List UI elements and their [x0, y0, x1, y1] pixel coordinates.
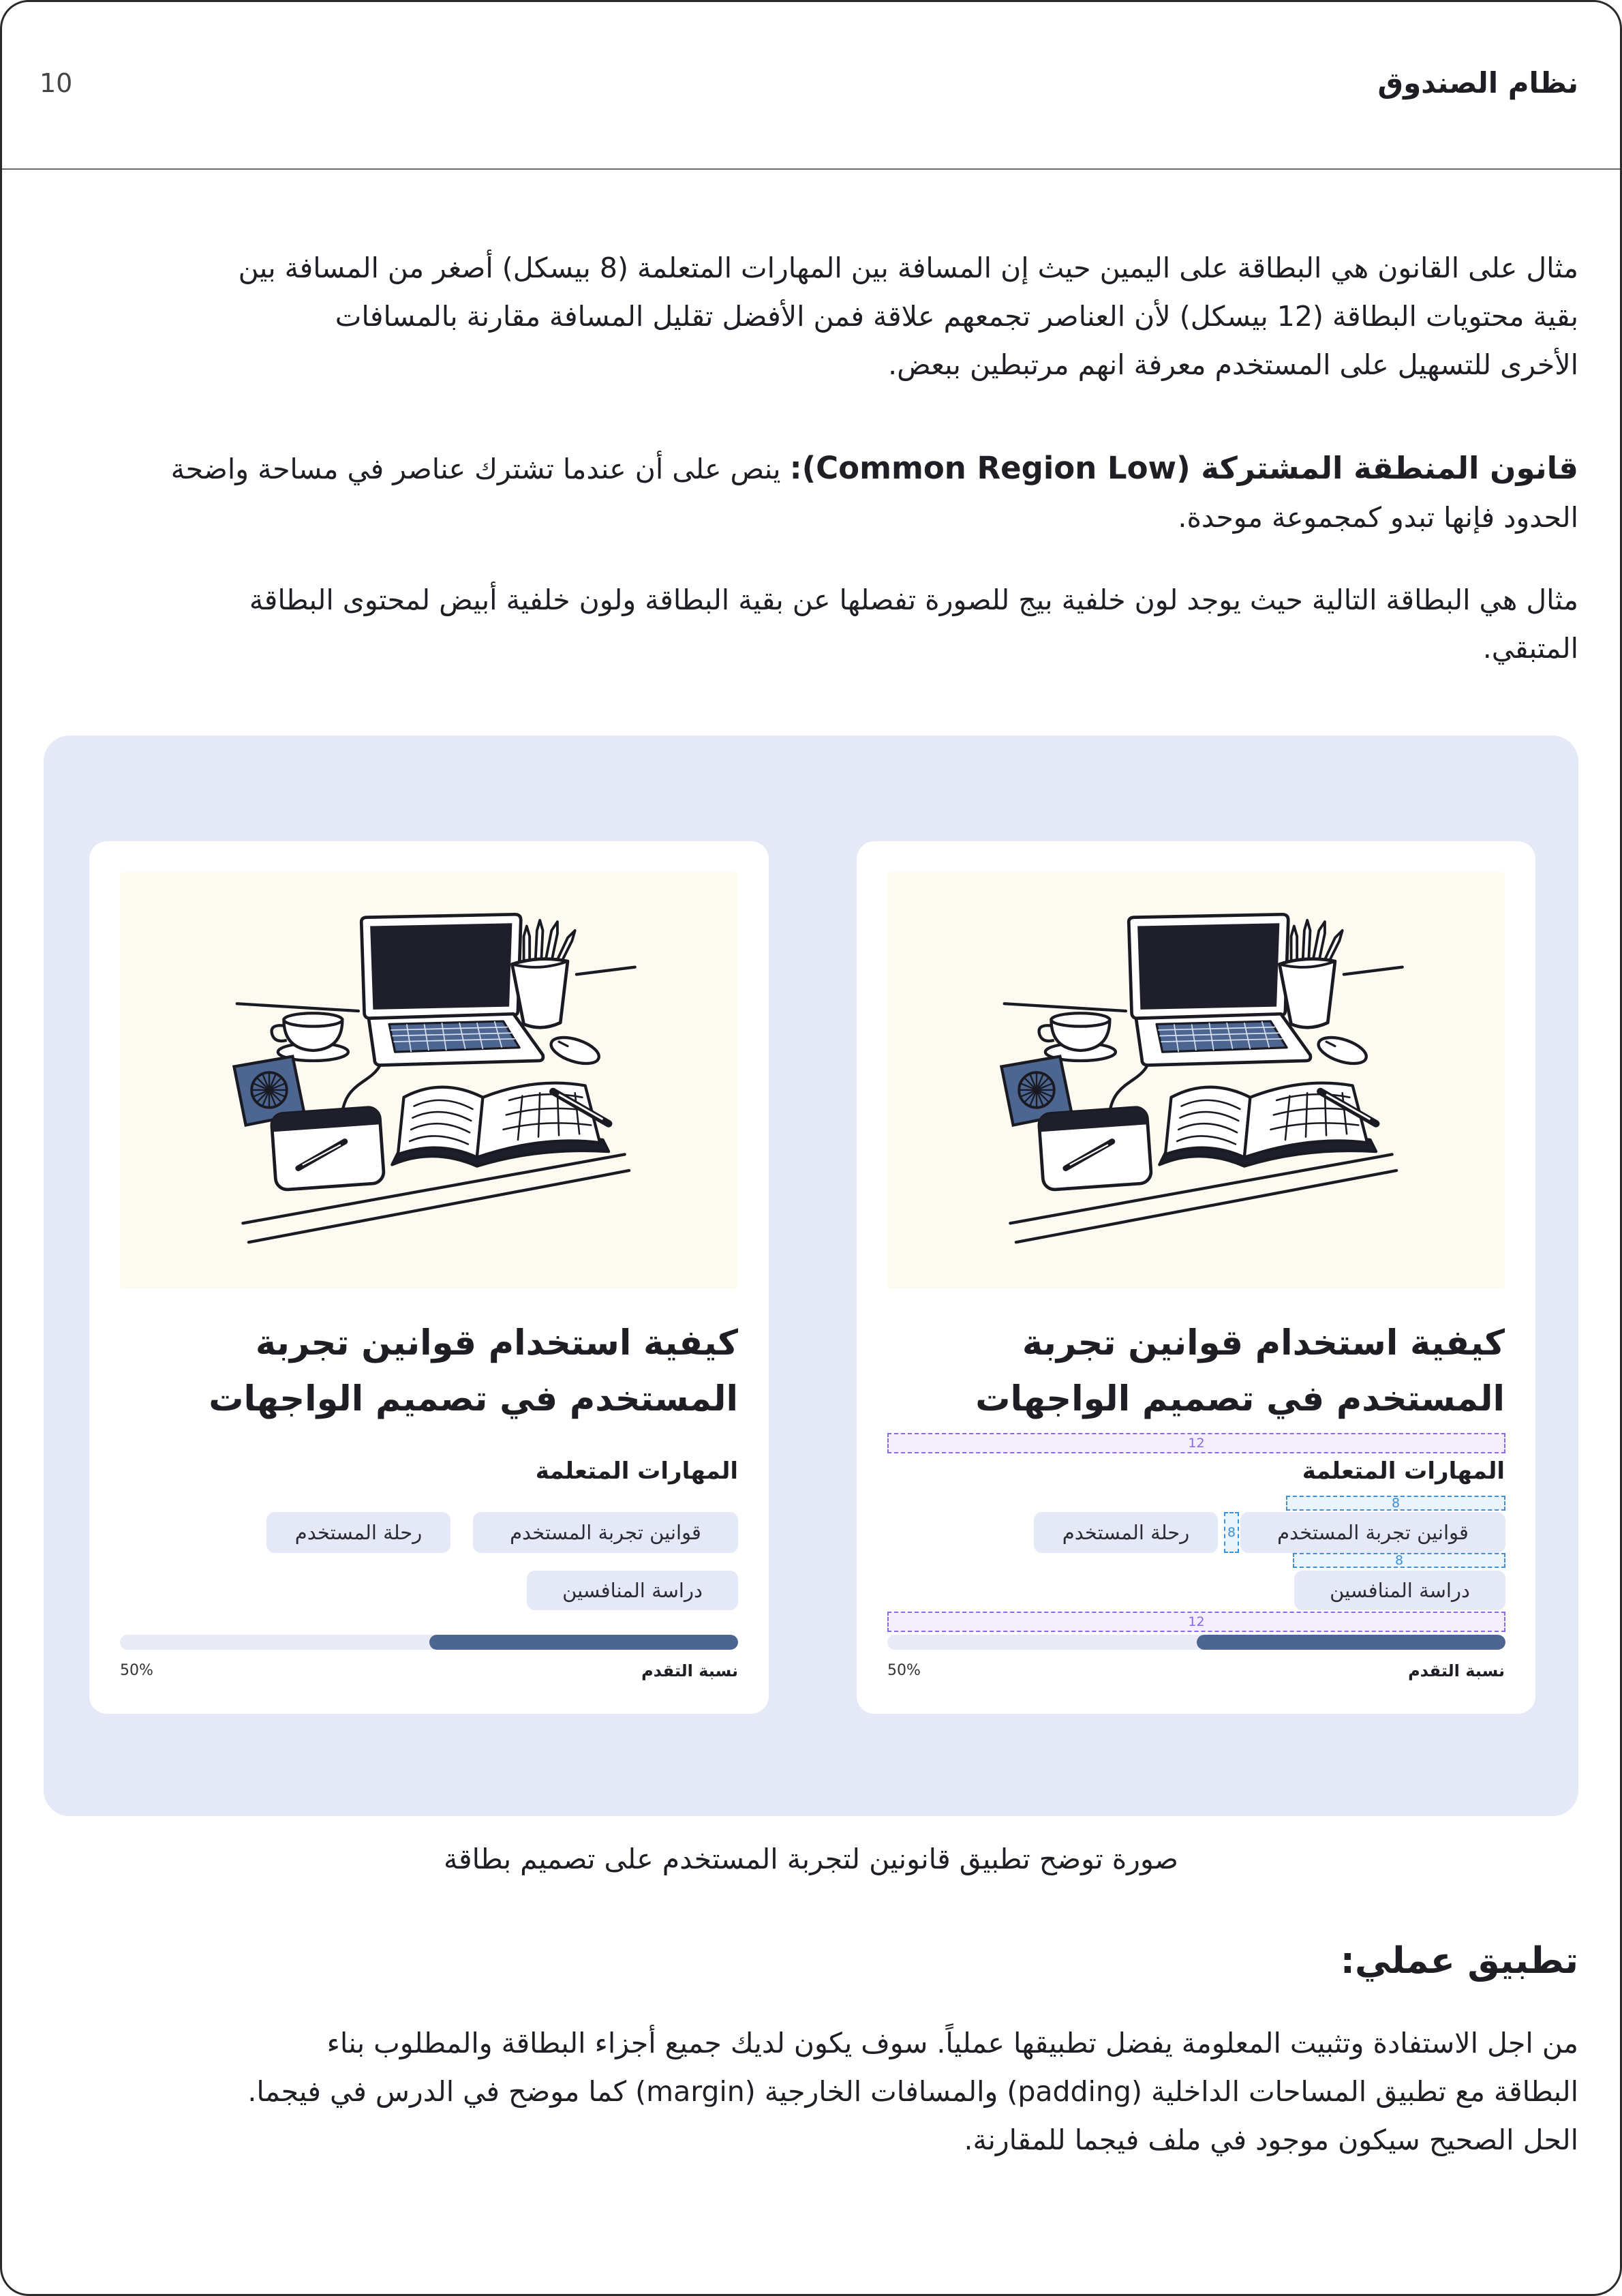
- card-title-line: المستخدم في تصميم الواجهات: [209, 1379, 738, 1419]
- common-region-term: قانون المنطقة المشتركة (Common Region Low):: [789, 450, 1578, 486]
- figure-caption: صورة توضح تطبيق قانونين لتجربة المستخدم على تصميم بطاقة: [444, 1843, 1178, 1875]
- example-paragraph: [44, 576, 1578, 673]
- skill-tag: رحلة المستخدم: [266, 1512, 450, 1553]
- mouse-icon: [1315, 1032, 1369, 1068]
- drawing-tablet-icon: [271, 1107, 384, 1190]
- common-region-definition: ينص على أن عندما تشترك عناصر في مساحة واضحة: [170, 453, 781, 485]
- notebook-icon: [1159, 1083, 1376, 1166]
- intro-line: الأخرى للتسهيل على المستخدم معرفة انهم مرتبطين ببعض.: [888, 348, 1578, 381]
- page-number: 10: [40, 68, 73, 98]
- spacing-annotation: 12: [887, 1612, 1505, 1632]
- progress-label: نسبة التقدم: [1408, 1661, 1505, 1680]
- common-region-line: الحدود فإنها تبدو كمجموعة موحدة.: [1178, 501, 1578, 534]
- card-title-line: المستخدم في تصميم الواجهات: [975, 1379, 1505, 1419]
- card-title: [120, 1316, 738, 1428]
- spacing-annotation: 8: [1286, 1496, 1505, 1511]
- practice-line: من اجل الاستفادة وتثبيت المعلومة يفضل تطبيقها عملياً. سوف يكون لديك جميع أجزاء البطاقة والمطلوب بناء: [326, 2027, 1578, 2059]
- skills-heading: المهارات المتعلمة: [535, 1457, 738, 1485]
- page-header: [2, 2, 1620, 170]
- figure-panel: [44, 736, 1578, 1816]
- coffee-cup-icon: [272, 1013, 348, 1061]
- coffee-cup-icon: [1039, 1013, 1116, 1061]
- intro-line: مثال على القانون هي البطاقة على اليمين حيث إن المسافة بين المهارات المتعلمة (8 بيسكل) أصغر من المسافة بين: [238, 252, 1578, 284]
- desk-illustration: [120, 872, 737, 1289]
- page-content: [44, 244, 1578, 2164]
- practice-paragraph: [44, 2019, 1578, 2164]
- mouse-icon: [548, 1032, 602, 1068]
- spacing-annotation: 8: [1224, 1512, 1239, 1553]
- intro-line: بقية محتويات البطاقة (12 بيسكل) لأن العناصر تجمعهم علاقة فمن الأفضل تقليل المسافة مقارنة بالمسافات: [335, 300, 1578, 333]
- example-line: المتبقي.: [1482, 632, 1578, 665]
- practice-line: الحل الصحيح سيكون موجود في ملف فيجما للمقارنة.: [964, 2124, 1578, 2156]
- plain-card: [89, 841, 769, 1714]
- progress-track: [887, 1635, 1505, 1650]
- progress-fill: [1197, 1635, 1506, 1650]
- progress-value: 50%: [120, 1662, 153, 1679]
- skill-tag: دراسة المنافسين: [527, 1571, 738, 1610]
- progress-value: 50%: [887, 1662, 921, 1679]
- common-region-line: [44, 444, 1578, 494]
- common-region-paragraph: [44, 444, 1578, 542]
- card-image: [120, 872, 737, 1289]
- card-title-line: كيفية استخدام قوانين تجربة: [255, 1323, 738, 1363]
- skill-tag: قوانين تجربة المستخدم: [473, 1512, 738, 1553]
- skill-tag: رحلة المستخدم: [1034, 1512, 1218, 1553]
- spacing-annotation: 12: [887, 1433, 1505, 1453]
- page-header-title: نظام الصندوق: [1377, 66, 1578, 100]
- progress-label: نسبة التقدم: [641, 1661, 738, 1680]
- skill-tag: قوانين تجربة المستخدم: [1240, 1512, 1505, 1553]
- desk-illustration: [887, 872, 1505, 1289]
- example-line: مثال هي البطاقة التالية حيث يوجد لون خلفية بيج للصورة تفصلها عن بقية البطاقة ولون خلفية أبيض لمحتوى البطاقة: [249, 584, 1578, 616]
- skills-heading: المهارات المتعلمة: [1302, 1457, 1505, 1485]
- practice-line: البطاقة مع تطبيق المساحات الداخلية (padding) والمسافات الخارجية (margin) كما موضح في الدرس في فيجما.: [247, 2075, 1578, 2108]
- card-title: [887, 1316, 1505, 1428]
- skill-tag: دراسة المنافسين: [1294, 1571, 1505, 1610]
- card-title-line: كيفية استخدام قوانين تجربة: [1022, 1323, 1505, 1363]
- practice-heading: تطبيق عملي:: [1340, 1940, 1578, 1982]
- notebook-icon: [392, 1083, 609, 1166]
- annotated-card: [857, 841, 1535, 1714]
- progress-fill: [429, 1635, 739, 1650]
- drawing-tablet-icon: [1039, 1107, 1152, 1190]
- intro-paragraph: [44, 244, 1578, 389]
- progress-track: [120, 1635, 738, 1650]
- card-image: [887, 872, 1505, 1289]
- spacing-annotation: 8: [1293, 1553, 1505, 1568]
